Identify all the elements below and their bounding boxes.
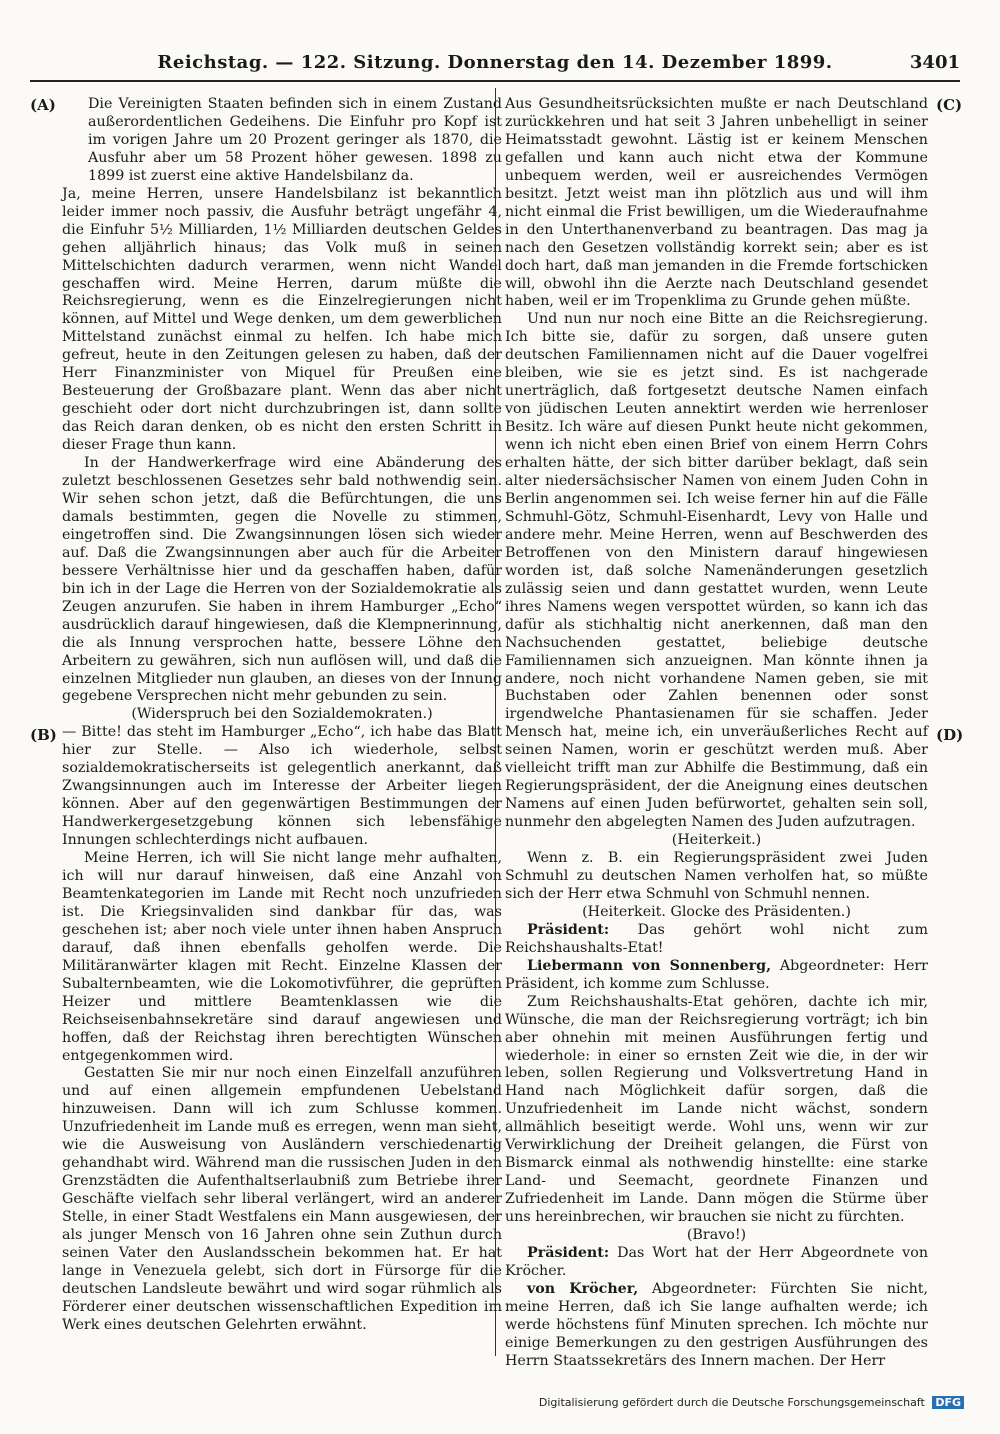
paragraph [505,1281,928,1371]
paragraph [62,455,502,706]
right-column [505,96,928,1371]
paragraph-text: Aus Gesundheitsrücksichten mußte er nach Deutschland zurückkehren und hat seit 3 Jahren unbehelligt in seiner Heimatsstadt gewohnt. Lästig ist er keinem Menschen gefallen und kann auch nicht etwa der Kommune unbequem werden, weil er ausreichendes Vermögen besitzt. Jetzt weist man ihn plötzlich aus und will ihm nicht einmal die Frist bewilligen, um die Wiederaufnahme in den Unterthanenverband zu beantragen. Das mag ja nach den Gesetzen vollständig korrekt sein; aber es ist doch hart, daß man jemanden in die Fremde fortschicken will, obwohl ihn die Aerzte nach Deutschland gesendet haben, weil er im Tropenklima zu Grunde gehen müßte. [505,96,928,310]
paragraph-text: In der Handwerkerfrage wird eine Abänderung des zuletzt beschlossenen Gesetzes sehr bald nothwendig sein. Wir sehen schon jetzt, daß die Befürchtungen, die uns damals bestimmten, gegen die Novelle zu stimmen, eingetroffen sind. Die Zwangsinnungen lösen sich wieder auf. Daß die Zwangsinnungen aber auch für die Arbeiter bessere Verhältnisse hier und da geschaffen haben, dafür bin ich in der Lage die Herren von der Sozialdemokratie als Zeugen anzurufen. Sie haben in ihrem Hamburger „Echo“ ausdrücklich darauf hingewiesen, daß die Klempnerinnung, die als Innung versprochen hatte, bessere Löhne den Arbeitern zu gewähren, sich nun auflösen will, und daß die einzelnen Mitglieder nun glauben, an dieses von der Innung gegebene Versprechen nicht mehr gebunden zu sein. [62,455,502,705]
paragraph [62,724,502,850]
paragraph [505,850,928,904]
paragraph [505,922,928,958]
paragraph-text: Das Wort hat der Herr Abgeordnete von Kröcher. [505,1245,928,1279]
left-column [62,96,502,1335]
paragraph [505,96,928,311]
paragraph-text: Die Vereinigten Staaten befinden sich in einem Zustand außerordentlichen Gedeihens. Die Einfuhr pro Kopf ist im vorigen Jahre um 20 Prozent geringer als 1870, die Ausfuhr aber um 58 Prozent höher gewesen. 1898 zu 1899 ist zuerst eine aktive Handelsbilanz da. [88,96,502,184]
paragraph-text: Meine Herren, ich will Sie nicht lange mehr aufhalten, ich will nur darauf hinweisen, daß eine Anzahl von Beamtenkategorien im Lande mit Recht noch unzufrieden ist. Die Kriegsinvaliden sind dankbar für das, was geschehen ist; aber noch viele unter ihnen haben Anspruch darauf, daß ihnen ebenfalls geholfen werde. Die Militäranwärter klagen mit Recht. Einzelne Klassen der Subalternbeamten, wie die Lokomotivführer, die geprüften Heizer und mittlere Beamtenklassen wie die Reichseisenbahnsekretäre sind darauf angewiesen und hoffen, daß der Reichstag ihren berechtigten Wünschen entgegenkommen wird. [62,850,502,1064]
paragraph [62,706,502,724]
running-title: Reichstag. — 122. Sitzung. Donnerstag den 14. Dezember 1899. [157,52,833,73]
paragraph [505,904,928,922]
paragraph [62,1065,502,1334]
paragraph-text: Gestatten Sie mir nur noch einen Einzelfall anzuführen und auf einen allgemein empfundenen Uebelstand hinzuweisen. Dann will ich zum Schlusse kommen. Unzufriedenheit im Lande muß es erregen, wenn man sieht, wie die Ausweisung von Ausländern verschiedenartig gehandhabt wird. Während man die russischen Juden in den Grenzstädten die Aufenthaltserlaubniß zum Betriebe ihrer Geschäfte vielfach sehr liberal verlängert, wird an anderer Stelle, in einer Stadt Westfalens ein Mann ausgewiesen, der als junger Mensch von 16 Jahren ohne sein Zuthun durch seinen Vater den Auslandsschein bekommen hat. Er hat lange in Venezuela gelebt, sich dort in Fürsorge für die deutschen Landsleute bewährt und wird sogar rühmlich als Förderer einer deutschen wissenschaftlichen Expedition im Werk eines deutschen Gelehrten erwähnt. [62,1065,502,1333]
paragraph-text: (Heiterkeit.) [671,832,762,849]
speaker-name: von Kröcher, [527,1280,639,1297]
paragraph-text: (Bravo!) [686,1227,747,1244]
speaker-name: Präsident: [527,921,610,938]
paragraph-text: — Bitte! das steht im Hamburger „Echo“, ich habe das Blatt hier zur Stelle. — Also ich wiederhole, selbst sozialdemokratischerseits ist gelegentlich anerkannt, daß Zwangsinnungen auch im Interesse der Arbeiter liegen können. Aber auf den gegenwärtigen Bestimmungen der Handwerkergesetzgebung können sich lebensfähige Innungen schlechterdings nicht aufbauen. [62,724,502,849]
paragraph [505,958,928,994]
speaker-name: Liebermann von Sonnenberg, [527,957,772,974]
margin-marker-c: (C) [936,96,963,114]
paragraph-text: Zum Reichshaushalts-Etat gehören, dachte ich mir, Wünsche, die man der Reichsregierung vorträgt; ich bin aber ohnehin mit meinen Ausführungen fertig und wiederhole: in einer so ernsten Zeit wie die, in der wir leben, sollen Regierung und Volksvertretung Hand in Hand nach Möglichkeit dafür sorgen, daß die Unzufriedenheit im Lande nicht wächst, sondern allmählich beseitigt werde. Wohl uns, wenn wir zur Verwirklichung der Dreiheit gelangen, die Fürst von Bismarck einmal als nothwendig hinstellte: eine starke Land- und Seemacht, geordnete Finanzen und Zufriedenheit im Lande. Dann mögen die Stürme über uns hereinbrechen, wir brauchen sie nicht zu fürchten. [505,993,928,1226]
page-header [30,50,960,82]
paragraph-text: Abgeordneter: Herr Präsident, ich komme zum Schlusse. [505,957,928,992]
paragraph-text: (Heiterkeit. Glocke des Präsidenten.) [582,903,851,920]
paragraph-text: Abgeordneter: Fürchten Sie nicht, meine Herren, daß ich Sie lange aufhalten werde; ich werde höchstens fünf Minuten sprechen. Ich möchte nur einige Bemerkungen zu den gestrigen Ausführungen des Herrn Staatssekretärs des Innern machen. Der Herr [505,1280,928,1369]
paragraph-text: (Widerspruch bei den Sozialdemokraten.) [131,706,433,723]
paragraph [505,832,928,850]
paragraph [62,850,502,1065]
paragraph-text: Ja, meine Herren, unsere Handelsbilanz ist bekanntlich leider immer noch passiv, die Ausfuhr beträgt ungefähr 4, die Einfuhr 5½ Milliarden, 1½ Milliarden deutschen Geldes gehen alljährlich hinaus; das Volk muß in seinen Mittelschichten dadurch verarmen, wenn nicht Wandel geschaffen wird. Meine Herren, darum müßte die Reichsregierung, wenn es die Einzelregierungen nicht können, auf Mittel und Wege denken, um dem gewerblichen Mittelstand zunächst einmal zu helfen. Ich habe mich gefreut, heute in den Zeitungen gelesen zu haben, daß der Herr Finanzminister von Miquel für Preußen eine Besteuerung der Großbazare plant. Wenn das aber nicht geschieht oder dort nicht durchzubringen ist, dann sollte das Reich daran denken, ob es nicht den ersten Schritt in dieser Frage thun kann. [62,185,502,454]
paragraph-text: Wenn z. B. ein Regierungspräsident zwei Juden Schmuhl zu deutschen Namen verholfen hat, so müßte sich der Herr etwa Schmuhl von Schmuhl nennen. [505,850,928,902]
paragraph [505,994,928,1227]
paragraph [62,186,502,455]
dfg-logo: DFG [932,1396,964,1409]
paragraph [505,1245,928,1281]
footer-text: Digitalisierung gefördert durch die Deutsche Forschungsgemeinschaft [538,1396,925,1409]
paragraph [505,311,928,832]
paragraph [505,1227,928,1245]
margin-marker-b: (B) [30,726,57,744]
paragraph [62,96,502,186]
paragraph-text: Und nun nur noch eine Bitte an die Reichsregierung. Ich bitte sie, dafür zu sorgen, daß unsere guten deutschen Familiennamen nicht auf die Dauer vogelfrei bleiben, wie sie es jetzt sind. Es ist nachgerade unerträglich, daß fortgesetzt deutsche Namen einfach von jüdischen Leuten annektirt werden wie herrenloser Besitz. Ich wäre auf diesen Punkt heute nicht gekommen, wenn ich nicht eben einen Brief von einem Herrn Cohrs erhalten hätte, der sich bitter darüber beklagt, daß sein alter niedersächsischer Namen von einem Juden Cohn in Berlin angenommen sei. Ich weise ferner hin auf die Fälle Schmuhl-Götz, Schmuhl-Eisenhardt, Levy von Halle und andere mehr. Meine Herren, wenn auf Beschwerden des Betroffenen von den Ministern darauf hingewiesen worden ist, daß solche Namenänderungen gesetzlich zulässig seien und dann gestattet wurden, wenn Leute ihres Namens wegen verspottet würden, so kann ich das dafür als stichhaltig nicht anerkennen, daß man den Nachsuchenden gestattet, beliebige deutsche Familiennamen sich anzueignen. Man könnte ihnen ja andere, noch nicht vorhandene Namen geben, sie mit Buchstaben oder Zahlen benennen oder sonst irgendwelche Phantasienamen für sie schaffen. Jeder Mensch hat, meine ich, ein unveräußerliches Recht auf seinen Namen, worin er geschützt werden muß. Aber vielleicht trifft man zur Abhilfe die Bestimmung, daß ein Regierungspräsident, der die Aneignung eines deutschen Namens auf einen Juden befürwortet, gehalten sein soll, nunmehr den abgelegten Namen des Juden aufzutragen. [505,311,928,831]
speaker-name: Präsident: [527,1245,610,1261]
margin-marker-d: (D) [936,726,964,744]
paragraph-text: Das gehört wohl nicht zum Reichshaushalts-Etat! [505,921,928,956]
margin-marker-a: (A) [30,96,56,114]
footer-credit [539,1396,964,1409]
page-number: 3401 [909,52,960,73]
